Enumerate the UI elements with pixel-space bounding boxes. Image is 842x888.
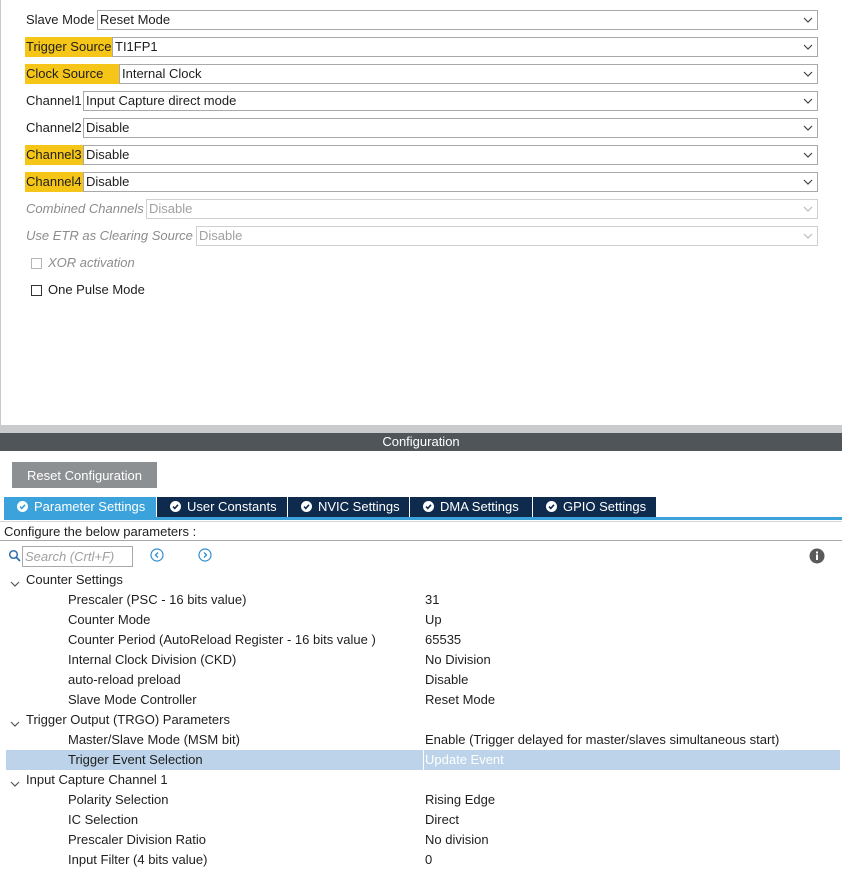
param-name: Prescaler (PSC - 16 bits value) [68, 592, 247, 607]
channel3-select[interactable] [83, 145, 818, 165]
tab-label: Parameter Settings [34, 499, 146, 514]
previous-result-icon[interactable] [150, 548, 164, 562]
check-circle-icon [546, 501, 557, 512]
slave-mode-label: Slave Mode [26, 12, 95, 27]
group-label: Input Capture Channel 1 [26, 772, 168, 787]
param-name: Counter Mode [68, 612, 151, 627]
param-name: Internal Clock Division (CKD) [68, 652, 237, 667]
combined-channels-label: Combined Channels [26, 201, 144, 216]
param-value[interactable]: Update Event [425, 752, 504, 767]
channel2-value: Disable [86, 120, 130, 135]
check-circle-icon [170, 501, 181, 512]
tab-parameter-settings[interactable] [4, 497, 156, 517]
param-value: 65535 [425, 632, 462, 647]
param-value: Reset Mode [425, 692, 496, 707]
param-name: Prescaler Division Ratio [68, 832, 206, 847]
one-pulse-mode-row[interactable] [31, 281, 145, 299]
check-circle-icon [17, 501, 28, 512]
channel3-value: Disable [86, 147, 130, 162]
chevron-down-icon [803, 231, 813, 241]
clock-source-label: Clock Source [25, 64, 119, 84]
tab-nvic-settings[interactable] [288, 497, 409, 517]
param-value: Disable [425, 672, 469, 687]
channel4-select[interactable] [83, 172, 818, 192]
group-input-capture-channel-1[interactable] [6, 770, 840, 790]
channel1-select[interactable] [83, 91, 818, 111]
param-name: IC Selection [68, 812, 139, 827]
etr-clearing-label: Use ETR as Clearing Source [26, 228, 193, 243]
param-row[interactable] [6, 690, 840, 710]
chevron-down-icon [10, 775, 20, 785]
chevron-down-icon [803, 204, 813, 214]
chevron-down-icon [10, 715, 20, 725]
channel3-label: Channel3 [25, 145, 83, 165]
chevron-down-icon [10, 575, 20, 585]
trigger-source-select[interactable] [112, 37, 818, 57]
param-name: Master/Slave Mode (MSM bit) [68, 732, 240, 747]
slave-mode-select[interactable] [97, 10, 818, 30]
tab-user-constants[interactable] [157, 497, 287, 517]
chevron-down-icon [803, 15, 813, 25]
param-value: Up [425, 612, 442, 627]
splitter-bar[interactable] [0, 425, 842, 433]
param-value: No division [425, 832, 489, 847]
slave-mode-value: Reset Mode [100, 12, 171, 27]
etr-clearing-value: Disable [199, 228, 243, 243]
tab-underline [4, 517, 842, 520]
param-row-selected[interactable] [6, 750, 840, 770]
channel2-select[interactable] [83, 118, 818, 138]
chevron-down-icon [803, 42, 813, 52]
param-row[interactable] [6, 790, 840, 810]
one-pulse-mode-checkbox[interactable] [31, 285, 42, 296]
combined-channels-select [146, 199, 818, 219]
param-row[interactable] [6, 850, 840, 870]
check-circle-icon [423, 501, 434, 512]
channel2-label: Channel2 [26, 120, 82, 135]
trigger-source-label: Trigger Source [25, 37, 113, 57]
xor-activation-label: XOR activation [48, 255, 135, 270]
check-circle-icon [301, 501, 312, 512]
next-result-icon[interactable] [198, 548, 212, 562]
param-name: Counter Period (AutoReload Register - 16 bits value ) [68, 632, 376, 647]
param-name: Slave Mode Controller [68, 692, 197, 707]
param-value: Enable (Trigger delayed for master/slaves simultaneous start) [425, 732, 780, 747]
group-label: Counter Settings [26, 572, 123, 587]
param-row[interactable] [6, 730, 840, 750]
search-input[interactable] [22, 546, 133, 567]
cell-divider [423, 750, 424, 770]
tab-label: NVIC Settings [318, 499, 400, 514]
param-value: Direct [425, 812, 459, 827]
tab-label: DMA Settings [440, 499, 519, 514]
configuration-header: Configuration [0, 433, 842, 451]
clock-source-value: Internal Clock [122, 66, 202, 81]
trigger-source-value: TI1FP1 [115, 39, 158, 54]
channel1-value: Input Capture direct mode [86, 93, 237, 108]
group-label: Trigger Output (TRGO) Parameters [26, 712, 230, 727]
tab-label: User Constants [187, 499, 277, 514]
group-trgo-parameters[interactable] [6, 710, 840, 730]
param-row[interactable] [6, 810, 840, 830]
chevron-down-icon [803, 96, 813, 106]
xor-activation-row [31, 254, 135, 272]
param-row[interactable] [6, 590, 840, 610]
tab-gpio-settings[interactable] [533, 497, 656, 517]
chevron-down-icon [803, 150, 813, 160]
tab-label: GPIO Settings [563, 499, 647, 514]
chevron-down-icon [803, 69, 813, 79]
one-pulse-mode-label: One Pulse Mode [48, 282, 145, 297]
etr-clearing-select [196, 226, 818, 246]
param-row[interactable] [6, 830, 840, 850]
param-name: auto-reload preload [68, 672, 181, 687]
xor-activation-checkbox [31, 258, 42, 269]
info-icon[interactable] [809, 548, 825, 564]
channel4-value: Disable [86, 174, 130, 189]
param-value: Rising Edge [425, 792, 496, 807]
group-counter-settings[interactable] [6, 570, 840, 590]
panel-left-border [0, 0, 1, 430]
clock-source-select[interactable] [119, 64, 818, 84]
reset-configuration-button[interactable]: Reset Configuration [12, 462, 157, 488]
param-value: 0 [425, 852, 433, 867]
tab-dma-settings[interactable] [410, 497, 532, 517]
combined-channels-value: Disable [149, 201, 193, 216]
chevron-down-icon [803, 123, 813, 133]
param-name: Trigger Event Selection [68, 752, 203, 767]
param-row[interactable] [6, 650, 840, 670]
param-row[interactable] [6, 670, 840, 690]
channel4-label: Channel4 [25, 172, 83, 192]
chevron-down-icon [803, 177, 813, 187]
param-row[interactable] [6, 630, 840, 650]
configure-description: Configure the below parameters : [0, 521, 842, 541]
param-row[interactable] [6, 610, 840, 630]
channel1-label: Channel1 [26, 93, 82, 108]
param-value: 31 [425, 592, 440, 607]
param-value: No Division [425, 652, 491, 667]
search-icon [8, 549, 22, 563]
param-name: Input Filter (4 bits value) [68, 852, 208, 867]
param-name: Polarity Selection [68, 792, 169, 807]
